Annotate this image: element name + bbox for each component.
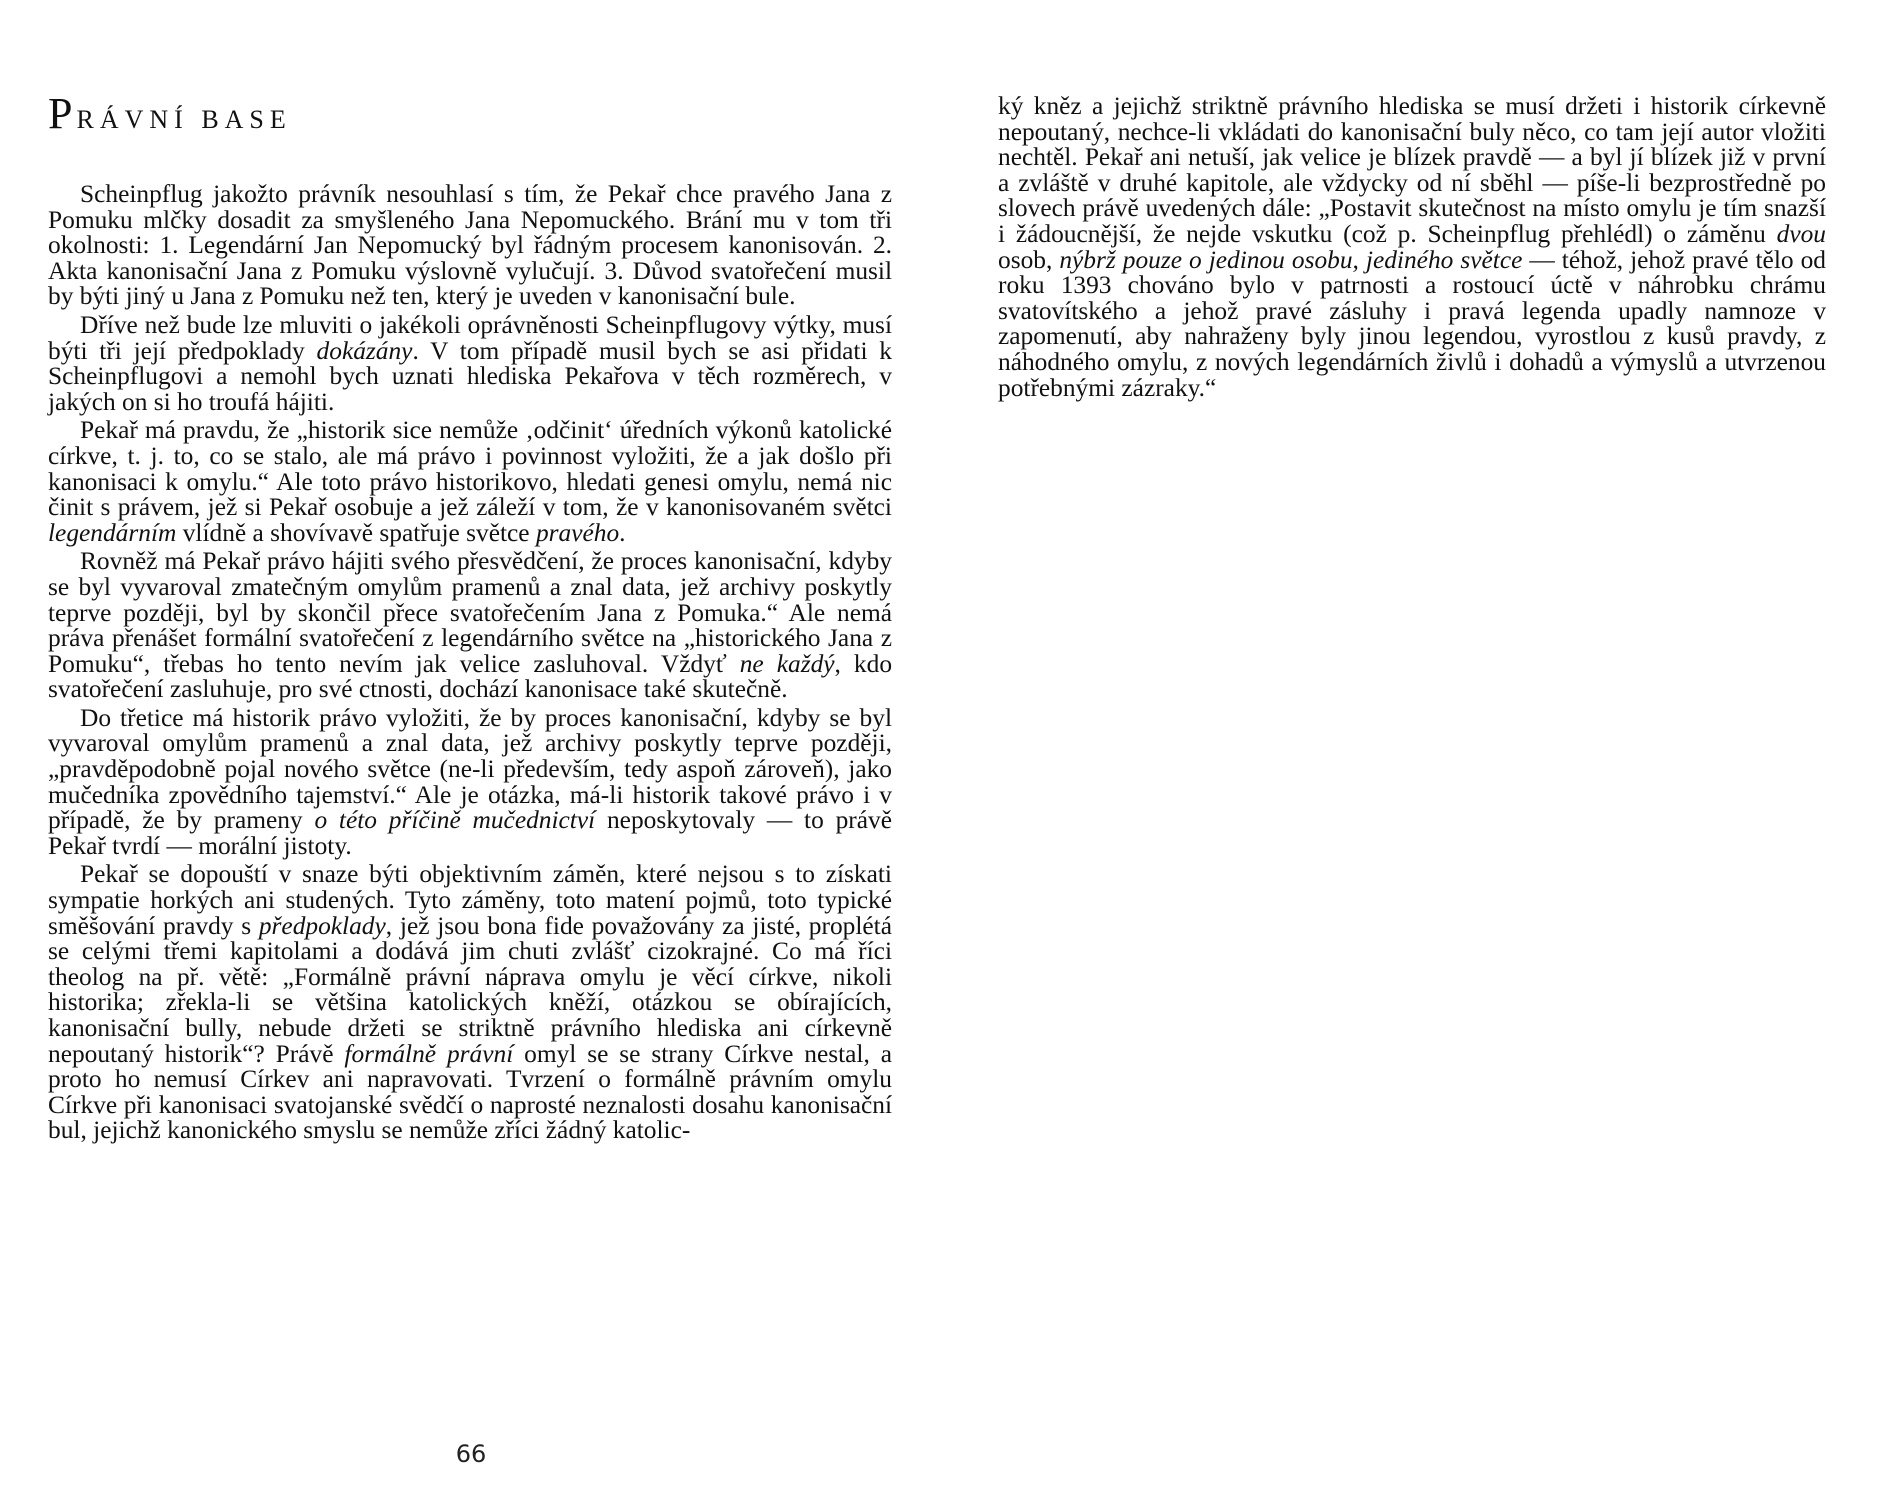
paragraph <box>48 549 892 703</box>
chapter-heading <box>48 88 292 139</box>
text-run: . <box>619 518 626 547</box>
italic-text: pravého <box>535 518 620 547</box>
page-number: 66 <box>455 1440 487 1468</box>
italic-text: dokázány <box>316 336 413 365</box>
text-run: — téhož, jehož pravé tělo od roku 1393 chováno bylo v patrnosti a rostoucí úctě v náhrobku chrámu svatovítského a jehož pravé zásluhy i pravá legenda upadly namnoze v zapomenutí, aby nahraženy byly jinou legendou, vyrostlou z kusů pravdy, z náhodného omylu, z nových legendárních živlů i dohadů a výmyslů a utvrzenou potřebnými zázraky.“ <box>998 245 1826 402</box>
text-run: Do třetice má historik právo vyložiti, že by proces kanonisační, kdyby se byl vyvaroval omylům pramenů a znal data, jež archivy poskytly teprve později, „pravděpodobně pojal nového světce (ne-li především, tedy aspoň zároveň), jako mučedníka zpovědního tajemství.“ Ale je otázka, má-li historik takové právo i v případě, že by prameny <box>48 703 892 835</box>
text-run: Rovněž má Pekař právo hájiti svého přesvědčení, že proces kanonisační, kdyby se byl vyvaroval zmatečným omylům pramenů a znal data, jež archivy poskytly teprve později, byl by skončil přece svatořečením Jana z Pomuka.“ Ale nemá práva přenášet formální svatořečení z legendárního světce na „historického Jana z Pomuku“, třebas ho tento nevím jak velice zasluhoval. Vždyť <box>48 547 892 678</box>
paragraph <box>48 703 892 860</box>
italic-text: formálně právní <box>344 1039 514 1068</box>
text-run: neposkytovaly — to právě Pekař tvrdí — morální jistoty. <box>48 806 892 860</box>
text-run: , kdo svatořečení zasluhuje, pro své ctnosti, dochází kanonisace také skutečně. <box>48 649 893 704</box>
text-run: Pekař se dopouští v snaze býti objektivním záměn, které nejsou s to získati sympatie horkých ani studených. Tyto záměny, toto matení pojmů, toto typické směšování pravdy s <box>48 860 892 940</box>
text-run: ký kněz a jejichž striktně právního hlediska se musí držeti i historik církevně nepoutaný, nechce-li vkládati do kanonisační buly něco, co tam její autor vložiti nechtěl. Pekař ani netuší, jak velice je blízek pravdě — a byl jí blízek již v první a zvláště v druhé kapitole, ale vždycky od ní sběhl — píše-li bezprostředně po slovech právě uvedených dále: „Postavit skutečnost na místo omylu je tím snazší i žádoucnější, že nejde vskutku (což p. Scheinpflug přehlédl) o záměnu <box>998 92 1826 248</box>
italic-text: nýbrž pouze o jedinou osobu, jediného světce <box>1059 245 1523 274</box>
right-body-text <box>998 94 1826 401</box>
text-run: . V tom případě musil bych se asi přidati k Scheinpflugovi a nemohl bych uznati hlediska Pekařova v těch rozměrech, v jakých on si ho troufá hájiti. <box>48 336 892 416</box>
paragraph <box>48 182 892 310</box>
text-run: osob, <box>998 245 1060 274</box>
text-run: vlídně a shovívavě spatřuje světce <box>176 518 536 547</box>
left-body-text <box>48 182 892 1144</box>
paragraph <box>48 310 892 416</box>
italic-text: dvou <box>1776 219 1826 248</box>
text-run: Scheinpflug jakožto právník nesouhlasí s tím, že Pekař chce pravého Jana z Pomuku mlčky dosadit za smyšleného Jana Nepomuckého. Brání mu v tom tři okolnosti: 1. Legendární Jan Nepomucký byl řádným procesem kanonisován. 2. Akta kanonisační Jana z Pomuku výslovně vylučují. 3. Důvod svatořečení musil by býti jiný u Jana z Pomuku než ten, který je uveden v kanonisační bule. <box>48 180 892 311</box>
text-run: Dříve než bude lze mluviti o jakékoli oprávněnosti Scheinpflugovy výtky, musí býti tři její předpoklady <box>48 310 892 365</box>
text-run: omyl se se strany Církve nestal, a proto ho nemusí Církev ani napravovati. Tvrzení o formálně právním omylu Církve při kanonisaci svatojanské svědčí o naprosté neznalosti dosahu kanonisační bul, jejichž kanonického smyslu se nemůže zříci žádný katolic- <box>48 1039 893 1145</box>
paragraph <box>48 418 892 546</box>
heading-rest: RÁVNÍ BASE <box>76 105 292 134</box>
paragraph <box>998 94 1826 401</box>
italic-text: předpoklady <box>258 911 386 940</box>
text-run: Pekař má pravdu, že „historik sice nemůže ‚odčinit‘ úředních výkonů katolické církve, t. j. to, co se stalo, ale má právo i povinnost vyložiti, že a jak došlo při kanonisaci k omylu.“ Ale toto právo historikovo, hledati genesi omylu, nemá nic činit s právem, jež si Pekař osobuje a jež záleží v tom, že v kanonisovaném světci <box>48 416 892 522</box>
text-run: , jež jsou bona fide považovány za jisté, proplétá se celými třemi kapitolami a dodává jim chuti zvlášť cizokrajné. Co má říci theolog na př. větě: „Formálně právní náprava omylu je věcí církve, nikoli historika; zřekla-li se většina katolických kněží, otázkou se obírajících, kanonisační bully, nebude držeti se striktně právního hlediska ani církevně nepoutaný historik“? Právě <box>48 911 892 1068</box>
italic-text: ne každý <box>739 649 835 678</box>
italic-text: o této příčině mučednictví <box>314 806 596 835</box>
paragraph <box>48 862 892 1144</box>
italic-text: legendárním <box>48 518 177 547</box>
heading-initial: P <box>48 89 77 138</box>
